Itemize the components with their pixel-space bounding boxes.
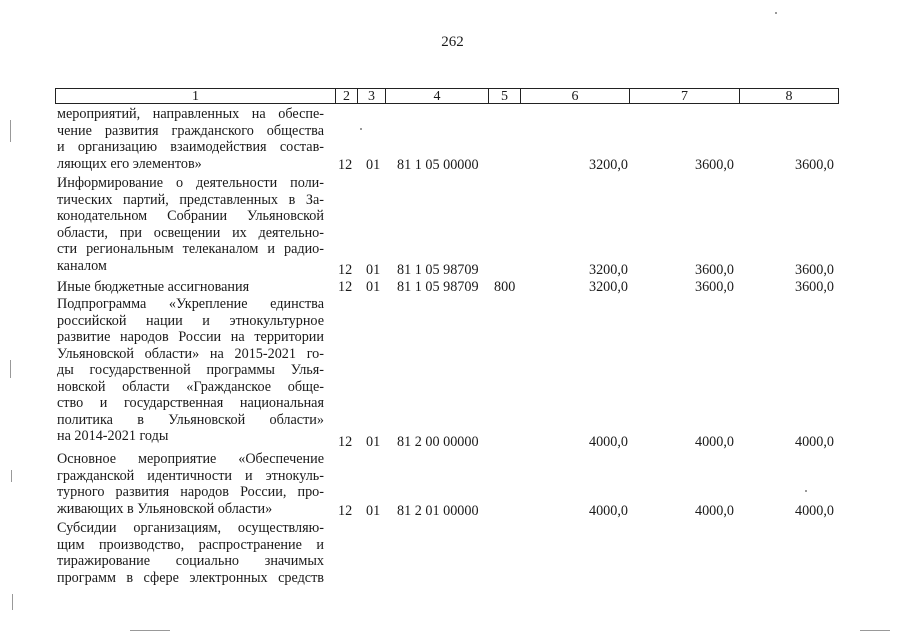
desc-line: тических партий, представленных в За- — [57, 191, 324, 208]
desc-line: каналом — [57, 257, 107, 274]
scan-mark — [860, 630, 890, 631]
desc-line: новской области «Гражданское обще- — [57, 378, 324, 395]
row-1-target-article: 81 1 05 00000 — [397, 157, 479, 173]
row-2-target-article: 81 1 05 98709 — [397, 262, 479, 278]
header-col-1: 1 — [55, 88, 335, 104]
desc-line: мероприятий, направленных на обеспе- — [57, 106, 324, 122]
desc-line: тиражирование социально значимых — [57, 553, 324, 569]
page-number: 262 — [441, 34, 464, 50]
row-4-subchapter: 01 — [366, 434, 381, 450]
desc-line: программ в сфере электронных средств — [57, 569, 324, 586]
row-4-description — [57, 296, 324, 445]
row-4-target-article: 81 2 00 00000 — [397, 434, 479, 450]
row-1-subchapter: 01 — [366, 157, 381, 173]
row-2-value-col8: 3600,0 — [794, 262, 834, 278]
row-1-value-col8: 3600,0 — [794, 157, 834, 173]
desc-line: Ульяновской области» на 2015-2021 го- — [57, 345, 324, 362]
row-2-chapter: 12 — [338, 262, 353, 278]
row-3-expense-type: 800 — [494, 279, 516, 295]
desc-line: живающих в Ульяновской области» — [57, 500, 273, 517]
header-col-3: 3 — [357, 88, 385, 104]
desc-line: конодательном Собрании Ульяновской — [57, 208, 324, 224]
desc-line: ляющих его элементов» — [57, 155, 202, 172]
row-5-description — [57, 451, 324, 517]
row-2-value-col6: 3200,0 — [588, 262, 628, 278]
desc-line: Субсидии организациям, осуществляю- — [57, 520, 324, 536]
row-3-description — [57, 279, 324, 296]
desc-line: Иные бюджетные ассигнования — [57, 279, 250, 295]
header-col-6: 6 — [520, 88, 629, 104]
header-col-8: 8 — [739, 88, 839, 104]
desc-line: чение развития гражданского общества — [57, 122, 324, 139]
scan-mark — [10, 360, 11, 378]
row-5-value-col8: 4000,0 — [794, 503, 834, 519]
row-6-description — [57, 520, 324, 586]
desc-line: щим производство, распространение и — [57, 536, 324, 553]
row-5-target-article: 81 2 01 00000 — [397, 503, 479, 519]
row-4-value-col6: 4000,0 — [588, 434, 628, 450]
row-1-value-col7: 3600,0 — [694, 157, 734, 173]
desc-line: Информирование о деятельности поли- — [57, 175, 324, 191]
row-4-chapter: 12 — [338, 434, 353, 450]
row-2-subchapter: 01 — [366, 262, 381, 278]
row-3-chapter: 12 — [338, 279, 353, 295]
row-5-value-col7: 4000,0 — [694, 503, 734, 519]
row-3-target-article: 81 1 05 98709 — [397, 279, 479, 295]
scan-mark — [130, 630, 170, 631]
row-1-chapter: 12 — [338, 157, 353, 173]
desc-line: российской нации и этнокультурное — [57, 312, 324, 329]
row-4-value-col8: 4000,0 — [794, 434, 834, 450]
row-3-subchapter: 01 — [366, 279, 381, 295]
header-col-7: 7 — [629, 88, 739, 104]
row-5-chapter: 12 — [338, 503, 353, 519]
desc-line: гражданской идентичности и этнокуль- — [57, 467, 324, 484]
desc-line: ды государственной программы Улья- — [57, 362, 324, 378]
desc-line: на 2014-2021 годы — [57, 428, 169, 444]
desc-line: Основное мероприятие «Обеспечение — [57, 451, 324, 467]
row-2-value-col7: 3600,0 — [694, 262, 734, 278]
desc-line: Подпрограмма «Укрепление единства — [57, 296, 324, 312]
row-5-value-col6: 4000,0 — [588, 503, 628, 519]
scan-mark — [10, 120, 11, 142]
row-3-value-col6: 3200,0 — [588, 279, 628, 295]
row-1-value-col6: 3200,0 — [588, 157, 628, 173]
row-2-description — [57, 175, 324, 274]
scan-mark — [12, 594, 13, 610]
desc-line: развитие народов России на территории — [57, 329, 324, 345]
row-3-value-col7: 3600,0 — [694, 279, 734, 295]
desc-line: сти региональным телеканалом и радио- — [57, 241, 324, 257]
row-3-value-col8: 3600,0 — [794, 279, 834, 295]
header-col-2: 2 — [335, 88, 357, 104]
scan-mark — [11, 470, 12, 482]
desc-line: ство и государственная национальная — [57, 395, 324, 411]
scan-mark — [360, 128, 362, 130]
scan-mark — [805, 490, 807, 492]
row-5-subchapter: 01 — [366, 503, 381, 519]
row-1-description — [57, 106, 324, 172]
scan-mark — [775, 12, 777, 14]
desc-line: и организацию взаимодействия состав- — [57, 139, 324, 155]
desc-line: политика в Ульяновской области» — [57, 411, 324, 428]
desc-line: турного развития народов России, про- — [57, 484, 324, 500]
row-4-value-col7: 4000,0 — [694, 434, 734, 450]
header-col-5: 5 — [488, 88, 520, 104]
desc-line: области, при освещении их деятельно- — [57, 224, 324, 241]
header-col-4: 4 — [385, 88, 488, 104]
